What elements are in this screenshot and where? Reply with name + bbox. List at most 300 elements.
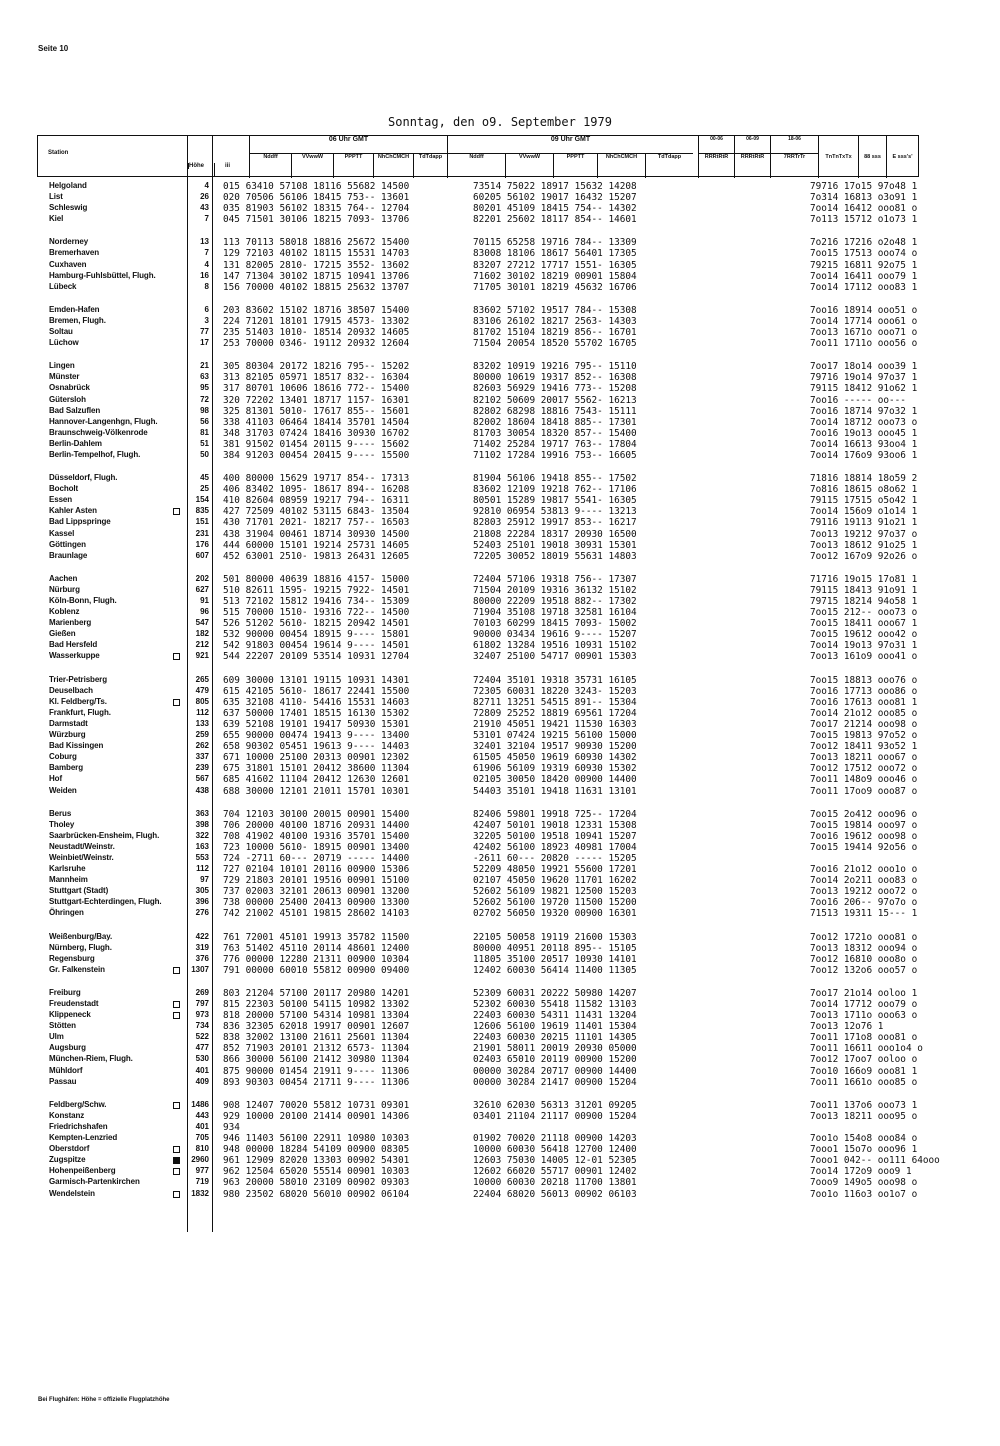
- obs-09-utc: 80000 40951 20118 895-- 15105: [473, 942, 637, 954]
- obs-09-utc: 42402 56100 18923 40981 17004: [473, 841, 637, 853]
- station-name: Hannover-Langenhgn, Flugh.: [49, 416, 158, 426]
- obs-06-utc: 893 90303 00454 21711 9---- 11306: [223, 1076, 410, 1088]
- station-name: Neustadt/Weinstr.: [49, 841, 115, 851]
- obs-06-utc: 763 51402 45110 20114 48601 12400: [223, 942, 410, 954]
- obs-09-utc: 80000 10619 19317 852-- 16308: [473, 372, 637, 384]
- station-height: 401: [195, 1121, 209, 1131]
- station-height: 63: [200, 372, 209, 382]
- station-height: 96: [200, 607, 209, 617]
- station-name: Augsburg: [49, 1043, 86, 1053]
- station-height: 627: [195, 584, 209, 594]
- obs-summary: 7oo16 206-- 97o7o o: [810, 897, 918, 909]
- obs-06-utc: 738 00000 25400 20413 00900 13300: [223, 897, 410, 909]
- station-height: 25: [200, 484, 209, 494]
- obs-06-utc: 818 20000 57100 54314 10981 13304: [223, 1010, 410, 1022]
- obs-summary: 7oo11 148o9 ooo46 o: [810, 774, 918, 786]
- obs-06-utc: 045 71501 30106 18215 7093- 13706: [223, 214, 410, 226]
- obs-06-utc: 838 32002 13100 21611 25601 11304: [223, 1032, 410, 1044]
- obs-summary: 7oo16 18714 97o32 1: [810, 405, 918, 417]
- obs-summary: 7oo12 17oo7 ooloo o: [810, 1054, 918, 1066]
- station-height: 319: [195, 942, 209, 952]
- rule-hoehe: [212, 135, 213, 1232]
- obs-09-utc: 61505 45050 19619 60930 14302: [473, 752, 637, 764]
- obs-09-utc: 12402 60030 56414 11400 11305: [473, 964, 637, 976]
- page-title: Sonntag, den o9. September 1979: [388, 115, 612, 129]
- obs-09-utc: 81904 56106 19418 855-- 17502: [473, 473, 637, 485]
- obs-06-utc: 609 30000 13101 19115 10931 14301: [223, 674, 410, 686]
- station-name: Bad Hersfeld: [49, 640, 98, 650]
- station-name: List: [49, 192, 63, 202]
- obs-summary: 7oo17 21214 ooo98 o: [810, 718, 918, 730]
- obs-summary: 7oo16 19o13 ooo45 1: [810, 427, 918, 439]
- obs-09-utc: 82803 25912 19917 853-- 16217: [473, 517, 637, 529]
- obs-09-utc: 83207 27212 17717 1551- 16305: [473, 259, 637, 271]
- station-name: Freudenstadt: [49, 999, 99, 1008]
- obs-summary: 7oo1o 116o3 oo1o7 o: [810, 1188, 918, 1200]
- obs-09-utc: 70103 60299 18415 7093- 15002: [473, 618, 637, 630]
- station-name: Kiel: [49, 214, 64, 224]
- obs-06-utc: 908 12407 70020 55812 10731 09301: [223, 1099, 410, 1111]
- header-nddff-06: Nddff: [249, 154, 291, 178]
- obs-09-utc: 82603 56929 19416 773-- 15208: [473, 383, 637, 395]
- header-vvwww-06: VVwwW: [291, 154, 333, 178]
- obs-summary: 7oo14 2o211 ooo83 o: [810, 875, 918, 887]
- station-height: 479: [195, 685, 209, 695]
- obs-09-utc: 32205 50100 19518 10941 15207: [473, 830, 637, 842]
- obs-summary: 7oo12 1721o ooo81 o: [810, 931, 918, 943]
- station-name: München-Riem, Flugh.: [49, 1054, 133, 1064]
- station-height: 398: [195, 819, 209, 829]
- station-height: 553: [195, 852, 209, 862]
- obs-summary: 7ooo9 149o5 ooo98 o: [810, 1177, 918, 1189]
- header-nh-06: NhChCMCH: [373, 154, 413, 178]
- station-name: Emden-Hafen: [49, 304, 100, 314]
- obs-09-utc: 71402 25284 19717 763-- 17804: [473, 438, 637, 450]
- obs-summary: 7oo13 18211 ooo67 o: [810, 752, 918, 764]
- obs-summary: 7oo13 18312 ooo94 o: [810, 942, 918, 954]
- obs-06-utc: 980 23502 68020 56010 00902 06104: [223, 1188, 410, 1200]
- station-name: Bad Kissingen: [49, 741, 104, 751]
- obs-06-utc: 635 32108 4110- 54416 15531 14603: [223, 696, 410, 708]
- obs-summary: 7oo16 21o12 ooo1o o: [810, 864, 918, 876]
- station-name: Kempten-Lenzried: [49, 1133, 118, 1143]
- obs-09-utc: 61802 13284 19516 10931 15102: [473, 640, 637, 652]
- station-name: Wasserkuppe: [49, 651, 100, 661]
- obs-summary: 79716 19o14 97o37 1: [810, 372, 918, 384]
- obs-summary: 7oo13 18211 ooo95 o: [810, 1110, 918, 1122]
- obs-06-utc: 532 90000 00454 18915 9---- 15801: [223, 629, 410, 641]
- obs-06-utc: 400 80000 15629 19717 854-- 17313: [223, 473, 410, 485]
- station-name: Norderney: [49, 237, 89, 247]
- obs-09-utc: 21808 22284 18317 20930 16500: [473, 528, 637, 540]
- obs-09-utc: 90000 03434 19616 9---- 15207: [473, 629, 637, 641]
- header-td-09: TdTdapp: [645, 154, 693, 178]
- obs-06-utc: 020 70506 56106 18415 753-- 13601: [223, 192, 410, 204]
- obs-06-utc: 542 91803 00454 19614 9---- 14501: [223, 640, 410, 652]
- header-station: Station: [48, 150, 69, 156]
- station-height: 50: [200, 449, 209, 459]
- obs-09-utc: 22403 60030 20215 11101 14305: [473, 1032, 637, 1044]
- obs-summary: 7oo15 17513 ooo74 o: [810, 248, 918, 260]
- station-name: Helgoland: [49, 181, 87, 190]
- obs-summary: 7oo15 18411 ooo67 1: [810, 618, 918, 630]
- obs-summary: 7oo14 156o9 o1o14 1: [810, 506, 918, 518]
- obs-06-utc: 962 12504 65020 55514 00901 10303: [223, 1166, 410, 1178]
- obs-06-utc: 791 00000 60010 55812 00900 09400: [223, 964, 410, 976]
- obs-summary: 7oo15 18813 ooo76 o: [810, 674, 918, 686]
- obs-06-utc: 338 41103 06464 18414 35701 14504: [223, 416, 410, 428]
- obs-09-utc: 61906 56109 19319 60930 15302: [473, 763, 637, 775]
- station-height: 133: [195, 718, 209, 728]
- obs-09-utc: 02702 56050 19320 00900 16301: [473, 908, 637, 920]
- station-name: Stuttgart (Stadt): [49, 886, 109, 896]
- obs-summary: 7oo16 17613 ooo81 1: [810, 696, 918, 708]
- obs-06-utc: 803 21204 57100 20117 20980 14201: [223, 987, 410, 999]
- obs-09-utc: 02403 65010 20119 00900 15200: [473, 1054, 637, 1066]
- station-height: 810: [195, 1144, 209, 1154]
- station-name: Oberstdorf: [49, 1144, 90, 1154]
- station-height: 95: [200, 383, 209, 393]
- obs-summary: 7oo17 21o14 ooloo 1: [810, 987, 918, 999]
- obs-09-utc: 11805 35100 20517 10930 14101: [473, 953, 637, 965]
- station-name: Feldberg/Schw.: [49, 1099, 107, 1109]
- station-height: 56: [200, 416, 209, 426]
- station-height: 705: [195, 1133, 209, 1143]
- obs-summary: 7oo14 19o13 97o31 1: [810, 640, 918, 652]
- obs-09-utc: 32407 25100 54717 00901 15303: [473, 651, 637, 663]
- station-height: 77: [200, 327, 209, 337]
- obs-summary: 7oo10 166o9 ooo81 1: [810, 1065, 918, 1077]
- station-name: Nürnberg, Flugh.: [49, 942, 112, 952]
- station-height: 805: [195, 696, 209, 706]
- obs-06-utc: 501 80000 40639 18816 4157- 15000: [223, 573, 410, 585]
- station-height: 522: [195, 1032, 209, 1042]
- obs-06-utc: 688 30000 12101 21011 15701 10301: [223, 785, 410, 797]
- station-name: Braunlage: [49, 550, 88, 560]
- obs-summary: 7oo13 19212 ooo72 o: [810, 886, 918, 898]
- header-nddff-09: Nddff: [447, 154, 505, 178]
- obs-06-utc: 305 80304 20172 18216 795-- 15202: [223, 361, 410, 373]
- obs-summary: 79115 18412 91o62 1: [810, 383, 918, 395]
- station-name: Tholey: [49, 819, 75, 829]
- station-height: 835: [195, 506, 209, 516]
- station-height: 6: [204, 304, 209, 314]
- station-height: 363: [195, 808, 209, 818]
- station-height: 305: [195, 886, 209, 896]
- obs-06-utc: 203 83602 15102 18716 38507 15400: [223, 304, 410, 316]
- obs-09-utc: 70115 65258 19716 784-- 13309: [473, 237, 637, 249]
- obs-summary: 7oo14 16411 ooo79 1: [810, 270, 918, 282]
- station-height: 734: [195, 1021, 209, 1031]
- obs-06-utc: 381 91502 01454 20115 9---- 15602: [223, 438, 410, 450]
- obs-summary: 7oo12 132o6 ooo57 o: [810, 964, 918, 976]
- obs-summary: 7oo13 161o9 ooo41 o: [810, 651, 918, 663]
- obs-summary: 7oo13 1671o ooo71 o: [810, 327, 918, 339]
- station-height: 977: [195, 1166, 209, 1176]
- obs-06-utc: 035 81903 56102 18315 764-- 12704: [223, 203, 410, 215]
- obs-06-utc: 147 71304 30102 18715 10941 13706: [223, 270, 410, 282]
- station-name: Frankfurt, Flugh.: [49, 707, 111, 717]
- station-name: Osnabrück: [49, 383, 90, 393]
- obs-06-utc: 946 11403 56100 22911 10980 10303: [223, 1133, 410, 1145]
- station-height: 376: [195, 953, 209, 963]
- station-name: Stötten: [49, 1021, 76, 1031]
- station-name: Braunschweig-Völkenrode: [49, 427, 148, 437]
- obs-summary: 7oo14 17712 ooo79 o: [810, 999, 918, 1010]
- station-height: 163: [195, 841, 209, 851]
- station-height: 607: [195, 550, 209, 560]
- obs-06-utc: 406 83402 1095- 18617 894-- 16208: [223, 484, 410, 496]
- obs-09-utc: 83106 26102 18217 2563- 14303: [473, 315, 637, 327]
- station-name: Essen: [49, 495, 73, 505]
- station-name: Kl. Feldberg/Ts.: [49, 696, 107, 706]
- station-height: 43: [200, 203, 209, 213]
- obs-summary: 7oo14 172o9 ooo9 1: [810, 1166, 912, 1178]
- station-height: 231: [195, 528, 209, 538]
- obs-09-utc: 72305 60031 18220 3243- 15203: [473, 685, 637, 697]
- obs-06-utc: 836 32305 62018 19917 00901 12607: [223, 1021, 410, 1033]
- header-period-2: 06-09: [734, 136, 770, 154]
- station-name: Bamberg: [49, 763, 83, 773]
- obs-06-utc: 513 72102 15812 19416 734-- 15309: [223, 596, 410, 607]
- station-height: 1832: [191, 1188, 209, 1198]
- obs-summary: 71513 19311 15--- 1: [810, 908, 918, 920]
- station-height: 239: [195, 763, 209, 773]
- station-height: 212: [195, 640, 209, 650]
- station-height: 7: [204, 214, 209, 224]
- obs-summary: 7oo12 17512 ooo72 o: [810, 763, 918, 775]
- obs-summary: 7o216 17216 o2o48 1: [810, 237, 918, 249]
- header-ppptt-09: PPPTT: [553, 154, 597, 178]
- obs-summary: 7oo11 137o6 ooo73 1: [810, 1099, 918, 1111]
- station-height: 269: [195, 987, 209, 997]
- obs-09-utc: 12606 56100 19619 11401 15304: [473, 1021, 637, 1033]
- obs-06-utc: 384 91203 00454 20415 9---- 15500: [223, 449, 410, 461]
- station-name: Stuttgart-Echterdingen, Flugh.: [49, 897, 162, 907]
- obs-06-utc: 131 82005 2810- 17215 3552- 13602: [223, 259, 410, 271]
- station-height: 21: [200, 361, 209, 371]
- obs-06-utc: 776 00000 12280 21311 00900 10304: [223, 953, 410, 965]
- obs-09-utc: 80501 15289 19817 5541- 16305: [473, 495, 637, 507]
- obs-summary: 7oo12 16810 ooo8o o: [810, 953, 918, 965]
- obs-summary: 7oo14 17714 ooo61 o: [810, 315, 918, 327]
- station-name: Kassel: [49, 528, 75, 538]
- obs-09-utc: 22105 50058 19119 21600 15303: [473, 931, 637, 943]
- obs-summary: 7oo16 19612 ooo98 o: [810, 830, 918, 842]
- obs-summary: 79716 17o15 97o48 1: [810, 181, 918, 192]
- obs-09-utc: 32610 62030 56313 31201 09205: [473, 1099, 637, 1111]
- obs-06-utc: 815 22303 50100 54115 10982 13302: [223, 999, 410, 1010]
- station-name: Weinbiet/Weinstr.: [49, 852, 114, 862]
- station-height: 7: [204, 248, 209, 258]
- obs-summary: 7oo17 18o14 ooo39 1: [810, 361, 918, 373]
- station-name: Nürburg: [49, 584, 80, 594]
- header-iii: iii: [214, 163, 230, 177]
- station-height: 202: [195, 573, 209, 583]
- station-name: Bremen, Flugh.: [49, 315, 106, 325]
- obs-summary: 7oo14 176o9 93oo6 1: [810, 449, 918, 461]
- station-height: 322: [195, 830, 209, 840]
- station-height: 26: [200, 192, 209, 202]
- station-height: 182: [195, 629, 209, 639]
- obs-06-utc: 934: [223, 1121, 240, 1133]
- obs-summary: 79116 19113 91o21 1: [810, 517, 918, 529]
- obs-06-utc: 015 63410 57108 18116 55682 14500: [223, 181, 410, 192]
- station-name: Hof: [49, 774, 63, 784]
- obs-06-utc: 963 20000 58010 23109 00902 09303: [223, 1177, 410, 1189]
- station-name: Gr. Falkenstein: [49, 964, 105, 974]
- obs-summary: 7oo14 16613 93oo4 1: [810, 438, 918, 450]
- obs-09-utc: 83602 12109 19218 762-- 17106: [473, 484, 637, 496]
- obs-summary: 7o113 15712 o1o73 1: [810, 214, 918, 226]
- obs-09-utc: 10000 60030 20218 11700 13801: [473, 1177, 637, 1189]
- obs-06-utc: 704 12103 30100 20015 00901 15400: [223, 808, 410, 820]
- station-height: 409: [195, 1076, 209, 1086]
- station-name: Lüchow: [49, 338, 79, 348]
- obs-09-utc: 83008 18106 18617 56401 17305: [473, 248, 637, 260]
- obs-06-utc: 224 71201 18101 17915 4573- 13302: [223, 315, 410, 327]
- obs-06-utc: 515 70000 1510- 19316 722-- 14500: [223, 607, 410, 619]
- station-name: Klippeneck: [49, 1010, 91, 1020]
- obs-09-utc: 72809 25252 18819 69561 17204: [473, 707, 637, 719]
- obs-06-utc: 348 31703 07424 18416 30930 16702: [223, 427, 410, 439]
- obs-09-utc: 60205 56102 19017 16432 15207: [473, 192, 637, 204]
- obs-06-utc: 675 31801 15101 20412 38600 11304: [223, 763, 410, 775]
- station-name: Kahler Asten: [49, 506, 97, 516]
- station-name: Berus: [49, 808, 72, 818]
- station-name: Gütersloh: [49, 394, 86, 404]
- obs-09-utc: 82406 59801 19918 725-- 17204: [473, 808, 637, 820]
- obs-06-utc: 156 70000 40102 18815 25632 13707: [223, 281, 410, 293]
- obs-summary: 7oo11 16611 ooo1o4 o: [810, 1043, 923, 1055]
- station-name: Lübeck: [49, 281, 77, 291]
- station-name: Berlin-Dahlem: [49, 438, 102, 448]
- station-height: 112: [196, 707, 209, 717]
- obs-summary: 7oo16 17713 ooo86 o: [810, 685, 918, 697]
- obs-06-utc: 129 72103 40102 18115 15531 14703: [223, 248, 410, 260]
- station-height: 112: [196, 864, 209, 874]
- obs-06-utc: 544 22207 20109 53514 10931 12704: [223, 651, 410, 663]
- obs-06-utc: 510 82611 1595- 19215 7922- 14501: [223, 584, 410, 596]
- obs-09-utc: 52602 56100 19720 11500 15200: [473, 897, 637, 909]
- obs-summary: 7oo14 17112 ooo83 1: [810, 281, 918, 293]
- obs-06-utc: 671 10000 25100 20313 00901 12302: [223, 752, 410, 764]
- obs-summary: 7oo14 21o12 ooo85 o: [810, 707, 918, 719]
- obs-09-utc: 82802 68298 18816 7543- 15111: [473, 405, 637, 417]
- station-height: 337: [195, 752, 209, 762]
- obs-06-utc: 852 71903 20101 21312 6573- 11304: [223, 1043, 410, 1055]
- station-height: 438: [195, 785, 209, 795]
- station-name: Hamburg-Fuhlsbüttel, Flugh.: [49, 270, 156, 280]
- obs-09-utc: 71705 30101 18219 45632 16706: [473, 281, 637, 293]
- table-header: [37, 135, 919, 177]
- obs-09-utc: 22404 68020 56013 00902 06103: [473, 1188, 637, 1200]
- station-height: 16: [200, 270, 209, 280]
- obs-summary: 79115 17515 o5o42 1: [810, 495, 918, 507]
- obs-06-utc: 313 82105 05971 18517 832-- 16304: [223, 372, 410, 384]
- station-name: Marienberg: [49, 618, 92, 628]
- station-name: Soltau: [49, 327, 73, 337]
- header-rrr: 7RRTrTr: [770, 154, 818, 178]
- station-name: Friedrichshafen: [49, 1121, 108, 1131]
- obs-summary: 7o314 16813 o3o91 1: [810, 192, 918, 204]
- obs-summary: 7oo15 212-- ooo73 o: [810, 607, 918, 619]
- obs-summary: 7oo14 16412 ooo81 o: [810, 203, 918, 215]
- station-name: Mühldorf: [49, 1065, 83, 1075]
- station-height: 401: [195, 1065, 209, 1075]
- obs-06-utc: 615 42105 5610- 18617 22441 15500: [223, 685, 410, 697]
- obs-09-utc: 10000 60030 56418 12700 12400: [473, 1144, 637, 1156]
- obs-summary: 7oo13 12o76 1: [810, 1021, 884, 1033]
- obs-06-utc: 444 60000 15101 19214 25731 14605: [223, 539, 410, 551]
- station-name: Köln-Bonn, Flugh.: [49, 596, 117, 605]
- station-name: Mannheim: [49, 875, 88, 885]
- station-height: 81: [200, 427, 209, 437]
- station-name: Öhringen: [49, 908, 84, 918]
- station-name: Garmisch-Partenkirchen: [49, 1177, 140, 1187]
- station-height: 259: [195, 730, 209, 740]
- obs-summary: 7oo15 19813 97o52 o: [810, 730, 918, 742]
- obs-summary: 7ooo1 15o7o ooo96 1: [810, 1144, 918, 1156]
- obs-09-utc: 02107 45050 19620 11701 16202: [473, 875, 637, 887]
- header-rr2: RRRtRtR: [734, 154, 770, 178]
- obs-summary: 7oo11 171o8 ooo81 o: [810, 1032, 918, 1044]
- station-height: 2960: [191, 1155, 209, 1165]
- obs-09-utc: 82002 18604 18418 885-- 17301: [473, 416, 637, 428]
- obs-09-utc: 53101 07424 19215 56100 15000: [473, 730, 637, 742]
- obs-summary: 7oo14 18712 ooo73 o: [810, 416, 918, 428]
- obs-06-utc: 723 10000 5610- 18915 00901 13400: [223, 841, 410, 853]
- station-height: 276: [195, 908, 209, 918]
- station-height: 4: [204, 181, 209, 190]
- obs-06-utc: 737 02003 32101 20613 00901 13200: [223, 886, 410, 898]
- station-name: Regensburg: [49, 953, 95, 963]
- obs-summary: 7oo13 1711o ooo63 o: [810, 1010, 918, 1022]
- footnote: Bei Flughäfen: Höhe = offizielle Flugplatzhöhe: [38, 1397, 170, 1403]
- station-name: Aachen: [49, 573, 78, 583]
- obs-summary: 7oo11 1661o ooo85 o: [810, 1076, 918, 1088]
- station-name: Bad Lippspringe: [49, 517, 111, 527]
- header-hoehe: Höhe: [189, 163, 204, 169]
- station-height: 176: [195, 539, 209, 549]
- obs-09-utc: 82102 50609 20017 5562- 16213: [473, 394, 637, 406]
- obs-09-utc: 02105 30050 18420 00900 14400: [473, 774, 637, 786]
- station-height: 45: [200, 473, 209, 483]
- obs-06-utc: 637 50000 17401 18515 16130 15302: [223, 707, 410, 719]
- station-height: 1307: [191, 964, 209, 974]
- obs-09-utc: 82201 25602 18117 854-- 14601: [473, 214, 637, 226]
- obs-06-utc: 438 31904 00461 18714 30930 14500: [223, 528, 410, 540]
- station-height: 51: [200, 438, 209, 448]
- obs-09-utc: 81702 15104 18219 856-- 16701: [473, 327, 637, 339]
- obs-summary: 7oo12 167o9 92o26 o: [810, 550, 918, 562]
- header-period-3: 18-06: [770, 136, 818, 154]
- station-height: 547: [195, 618, 209, 628]
- obs-summary: 7oo1o 154o8 ooo84 o: [810, 1133, 918, 1145]
- header-vvwww-09: VVwwW: [505, 154, 553, 178]
- station-height: 17: [200, 338, 209, 348]
- obs-06-utc: 639 52108 19101 19417 50930 15301: [223, 718, 410, 730]
- header-ppptt-06: PPPTT: [333, 154, 373, 178]
- station-name: Deuselbach: [49, 685, 93, 695]
- station-height: 154: [195, 495, 209, 505]
- obs-09-utc: -2611 60--- 20820 ----- 15205: [473, 852, 637, 864]
- station-name: Schleswig: [49, 203, 88, 213]
- obs-summary: 7oo11 17oo9 ooo87 o: [810, 785, 918, 797]
- obs-06-utc: 724 -2711 60--- 20719 ----- 14400: [223, 852, 410, 864]
- station-height: 91: [200, 596, 209, 605]
- station-height: 98: [200, 405, 209, 415]
